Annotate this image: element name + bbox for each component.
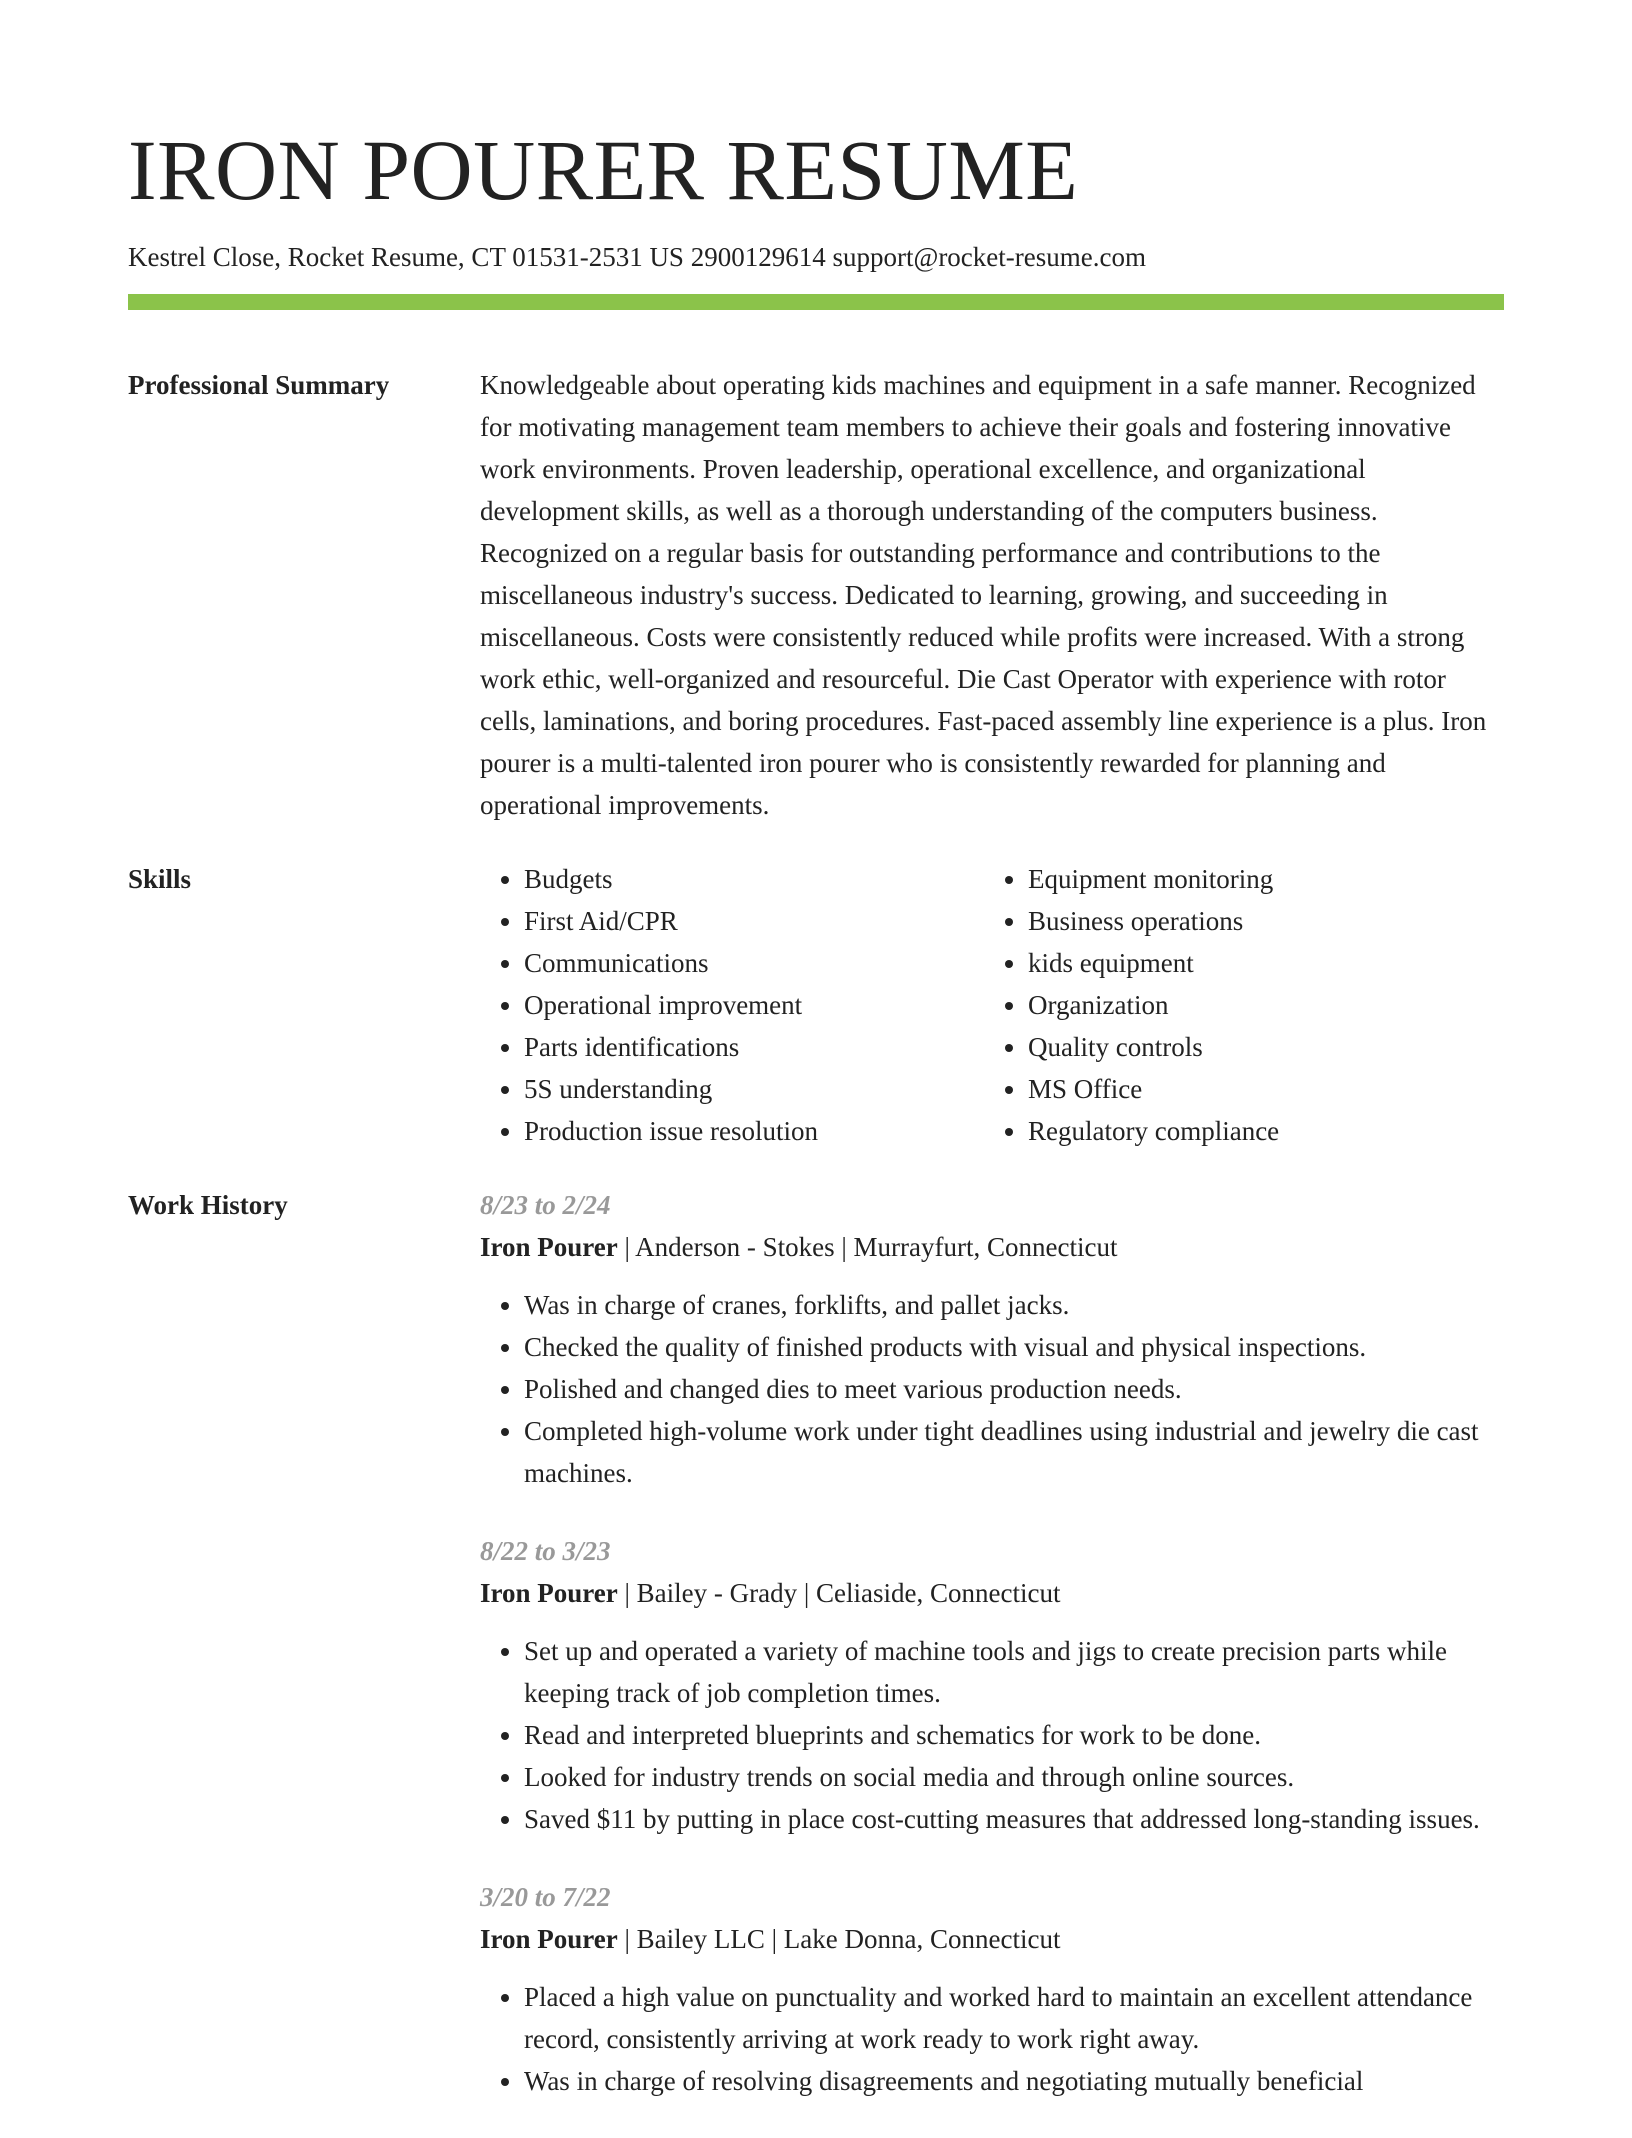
job-entry	[480, 1530, 1504, 1840]
summary-label: Professional Summary	[128, 370, 390, 400]
job-employer-location: | Bailey LLC | Lake Donna, Connecticut	[617, 1924, 1061, 1954]
skill-item: • First Aid/CPR	[524, 900, 984, 942]
skill-item: • kids equipment	[1028, 942, 1488, 984]
job-bullets	[480, 1284, 1504, 1494]
skill-item: • Business operations	[1028, 900, 1488, 942]
job-bullet: • Read and interpreted blueprints and schematics for work to be done.	[524, 1714, 1504, 1756]
accent-divider	[128, 294, 1504, 310]
job-bullet: • Was in charge of resolving disagreements and negotiating mutually beneficial	[524, 2060, 1504, 2102]
skill-item: • MS Office	[1028, 1068, 1488, 1110]
job-heading	[480, 1918, 1504, 1960]
contact-info: Kestrel Close, Rocket Resume, CT 01531-2531 US 2900129614 support@rocket-resume.com	[128, 242, 1146, 272]
summary-text: Knowledgeable about operating kids machines and equipment in a safe manner. Recognized for motivating management team members to achieve their goals and fostering innovative work environments. Proven leadership, operational excellence, and organizational development skills, as well as a thorough understanding of the computers business. Recognized on a regular basis for outstanding performance and contributions to the miscellaneous industry's success. Dedicated to learning, growing, and succeeding in miscellaneous. Costs were consistently reduced while profits were increased. With a strong work ethic, well-organized and resourceful. Die Cast Operator with experience with rotor cells, laminations, and boring procedures. Fast-paced assembly line experience is a plus. Iron pourer is a multi-talented iron pourer who is consistently rewarded for planning and operational improvements.	[480, 370, 1487, 820]
job-dates: 8/22 to 3/23	[480, 1536, 611, 1566]
job-bullet: • Was in charge of cranes, forklifts, and pallet jacks.	[524, 1284, 1504, 1326]
skill-item: • Quality controls	[1028, 1026, 1488, 1068]
job-bullets	[480, 1976, 1504, 2102]
skill-item: • Organization	[1028, 984, 1488, 1026]
skill-item: • 5S understanding	[524, 1068, 984, 1110]
resume-page	[128, 0, 1504, 2138]
job-title: Iron Pourer	[480, 1924, 618, 1954]
job-bullet: • Completed high-volume work under tight deadlines using industrial and jewelry die cast machines.	[524, 1410, 1504, 1494]
job-heading	[480, 1572, 1504, 1614]
skill-item: • Regulatory compliance	[1028, 1110, 1488, 1152]
job-bullets	[480, 1630, 1504, 1840]
job-bullet: • Set up and operated a variety of machine tools and jigs to create precision parts while keeping track of job completion times.	[524, 1630, 1504, 1714]
job-bullet: • Polished and changed dies to meet various production needs.	[524, 1368, 1504, 1410]
skill-item: • Communications	[524, 942, 984, 984]
skill-item: • Operational improvement	[524, 984, 984, 1026]
job-employer-location: | Anderson - Stokes | Murrayfurt, Connecticut	[617, 1232, 1118, 1262]
job-bullet: • Looked for industry trends on social media and through online sources.	[524, 1756, 1504, 1798]
job-bullet: • Checked the quality of finished products with visual and physical inspections.	[524, 1326, 1504, 1368]
skill-item: • Equipment monitoring	[1028, 858, 1488, 900]
job-heading	[480, 1226, 1504, 1268]
job-entry	[480, 1184, 1504, 1494]
work-history-section	[128, 1184, 1504, 2138]
skills-section	[128, 858, 1504, 1152]
job-entry	[480, 1876, 1504, 2102]
work-history-label: Work History	[128, 1190, 288, 1220]
job-dates: 8/23 to 2/24	[480, 1190, 611, 1220]
summary-section	[128, 364, 1504, 826]
skill-item: • Parts identifications	[524, 1026, 984, 1068]
skills-list-left	[480, 858, 984, 1152]
job-bullet: • Saved $11 by putting in place cost-cutting measures that addressed long-standing issues.	[524, 1798, 1504, 1840]
skill-item: • Production issue resolution	[524, 1110, 984, 1152]
job-bullet: • Placed a high value on punctuality and worked hard to maintain an excellent attendance record, consistently arriving at work ready to work right away.	[524, 1976, 1504, 2060]
skills-list-right	[984, 858, 1488, 1152]
job-dates: 3/20 to 7/22	[480, 1882, 611, 1912]
skills-label: Skills	[128, 864, 192, 894]
job-title: Iron Pourer	[480, 1578, 618, 1608]
job-title: Iron Pourer	[480, 1232, 618, 1262]
skill-item: • Budgets	[524, 858, 984, 900]
job-employer-location: | Bailey - Grady | Celiaside, Connecticut	[617, 1578, 1061, 1608]
resume-title: IRON POURER RESUME	[128, 122, 1079, 218]
